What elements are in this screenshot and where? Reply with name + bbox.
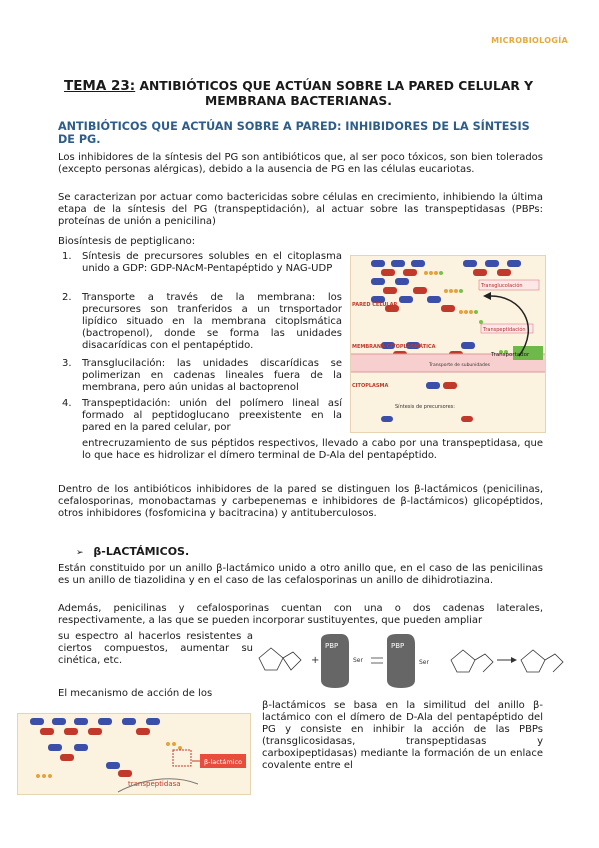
label-transportador: Transportador [491, 352, 530, 358]
paragraph-list-continuation: entrecruzamiento de sus péptidos respectivos, llevado a cabo por una transpeptidasa, que lo que hace es hidrolizar el dímero terminal de D-Ala del pentapéptido. [82, 438, 543, 461]
paragraph-7b: su espectro al hacerlos resistentes a ciertos compuestos, aumentar su cinética, etc. [58, 631, 253, 666]
paragraph-2: Se caracterizan por actuar como bactericidas sobre células en crecimiento, inhibiendo la última etapa de la síntesis del PG (transpeptidación), al actuar sobre las transpeptidasas (PBPs: proteínas de unión a penicilina) [58, 192, 543, 227]
paragraph-6: Están constituido por un anillo β-lactámico unido a otro anillo que, en el caso de las penicilinas es un anillo de tiazolidina y en el caso de las cefalosporinas un anillo de dihidrotiazina. [58, 563, 543, 586]
label-sintesis: Síntesis de precursores: [395, 404, 455, 410]
paragraph-8a: El mecanismo de acción de los [58, 688, 213, 699]
label-transpeptidacion: Transpeptidación [483, 327, 526, 333]
section-title: β-LACTÁMICOS. [93, 545, 190, 558]
list-item-3: Transglucilación: las unidades discarídicas se polimerizan en cadenas lineales fuera de la membrana, pero aún unidas al bactoprenol [82, 358, 342, 393]
label-membrana: MEMBRANA CITOPLASMÁTICA [352, 344, 436, 350]
label-citoplasma: CITOPLASMA [352, 383, 389, 389]
list-item-1: Síntesis de precursores solubles en el citoplasma unido a GDP: GDP-NAcM-Pentapéptido y NAG-UDP [82, 251, 342, 274]
title-line1: ANTIBIÓTICOS QUE ACTÚAN SOBRE LA PARED CELULAR Y [139, 79, 534, 93]
figure-peptidoglycan-synthesis [350, 255, 546, 433]
label-transporte: Transporte de subunidades [429, 363, 490, 368]
paragraph-7: Además, penicilinas y cefalosporinas cuentan con una o dos cadenas laterales, respectivamente, a las que se pueden incorporar sustituyentes, que pueden ampliar [58, 603, 543, 626]
ser-label-1: Ser [353, 657, 363, 664]
list-item-2: Transporte a través de la membrana: los precursores son tranferidos a un trnsportador lipídico situado en la membrana citoplsmática (bactropenol), donde se forma las unidades disacarídicas con el pentapéptido. [82, 292, 342, 351]
pbp-label-2: PBP [391, 642, 405, 650]
list-item-1-num: 1. [62, 251, 72, 262]
label-pared: PARED CELULAR [352, 302, 398, 308]
list-item-4-num: 4. [62, 398, 72, 409]
label-blactamico: β-lactámico [204, 758, 243, 766]
title-line2: MEMBRANA BACTERIANAS. [205, 94, 392, 108]
label-transglucolacion: Transglucolación [481, 283, 523, 289]
paragraph-3: Biosíntesis de peptiglicano: [58, 236, 196, 247]
list-item-3-num: 3. [62, 358, 72, 369]
ser-label-2: Ser [419, 659, 429, 666]
section-subtitle: ANTIBIÓTICOS QUE ACTÚAN SOBRE A PARED: INHIBIDORES DE LA SÍNTESIS DE PG. [58, 120, 530, 146]
header-subject: MICROBIOLOGÍA [491, 36, 568, 45]
paragraph-8b: β-lactámicos se basa en la similitud del anillo β-lactámico con el dímero de D-Ala del pentapéptido del PG y consiste en inhibir la acción de las PBPs (transglicosidasas, transpeptidasas y carboxipeptidasas) mediante la formación de un enlace covalente entre el [262, 700, 543, 771]
list-item-4: Transpeptidación: unión del polímero lineal así formado al peptidoglucano preexistente en la pared en la pared celular, por [82, 398, 342, 433]
page-title [58, 79, 539, 109]
pbp-label-1: PBP [325, 642, 339, 650]
figure-pbp-svg [255, 630, 573, 695]
section-heading-betalactamicos [76, 545, 189, 558]
paragraph-1: Los inhibidores de la síntesis del PG son antibióticos que, al ser poco tóxicos, son bien tolerados (excepto personas alérgicas), debido a la ausencia de PG en las células eucariotas. [58, 152, 543, 175]
svg-text:+: + [311, 655, 320, 666]
list-item-2-num: 2. [62, 292, 72, 303]
title-tema: TEMA 23: [63, 78, 136, 94]
figure-betalactam-binding [17, 713, 251, 795]
paragraph-5: Dentro de los antibióticos inhibidores de la pared se distinguen los β-lactámicos (penicilinas, cefalosporinas, monobactamas y carbepenemas e inhibidores de β-lactámicos) glicopéptidos, otros inhibidores (fosfomicina y bacitracina) y antituberculosos. [58, 484, 543, 519]
label-transpeptidasa: transpeptidasa [128, 780, 181, 788]
arrow-bullet-icon: ➢ [76, 548, 84, 558]
figure-pbp-mechanism [255, 630, 573, 695]
figure-betalactam-svg [18, 714, 250, 794]
figure-peptidoglycan-svg [351, 256, 545, 432]
